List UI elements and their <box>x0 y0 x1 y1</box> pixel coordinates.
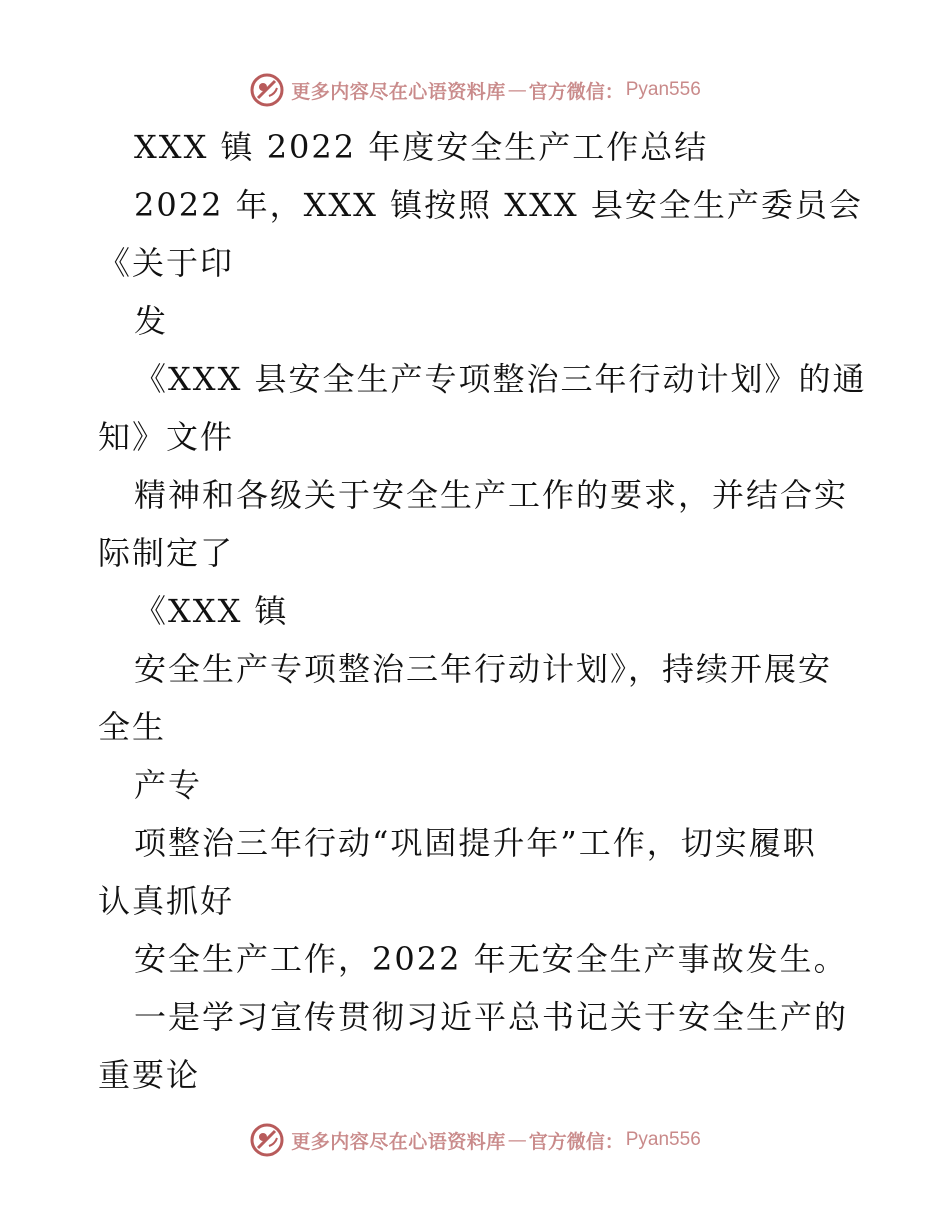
paragraph-line: 认真抓好 <box>98 882 235 920</box>
paragraph-line: 安全生产工作，2022 年无安全生产事故发生。 <box>134 940 848 978</box>
banner-wechat-id: Pyan556 <box>625 1129 701 1150</box>
banner-wechat-label: 官方微信： <box>528 80 624 103</box>
brand-logo-icon <box>249 1122 285 1158</box>
banner-main-text: 更多内容尽在心语资料库 <box>291 1130 506 1153</box>
footer-watermark-banner <box>0 1120 950 1160</box>
paragraph-line: 全生 <box>98 708 167 746</box>
paragraph-line: 《XXX 镇 <box>134 592 289 630</box>
paragraph-line: 重要论 <box>98 1056 201 1094</box>
paragraph-line: 精神和各级关于安全生产工作的要求，并结合实 <box>134 476 849 514</box>
paragraph-line: 2022 年，XXX 镇按照 XXX 县安全生产委员会 <box>134 186 863 224</box>
banner-main-text: 更多内容尽在心语资料库 <box>291 80 506 103</box>
paragraph-line: 《关于印 <box>98 244 235 282</box>
paragraph-line: 际制定了 <box>98 534 235 572</box>
paragraph-line: 发 <box>134 302 169 340</box>
paragraph-line: 安全生产专项整治三年行动计划》，持续开展安 <box>134 650 833 688</box>
paragraph-line: 知》文件 <box>98 418 235 456</box>
banner-dash: — <box>507 79 527 101</box>
document-body <box>98 118 867 1104</box>
paragraph-line: 项整治三年行动“巩固提升年”工作，切实履职 <box>134 824 817 862</box>
header-watermark-banner <box>0 70 950 110</box>
paragraph-line: 一是学习宣传贯彻习近平总书记关于安全生产的 <box>134 998 849 1036</box>
banner-wechat-label: 官方微信： <box>528 1130 624 1153</box>
banner-dash: — <box>507 1129 527 1151</box>
paragraph-line: 《XXX 县安全生产专项整治三年行动计划》的通 <box>134 360 867 398</box>
brand-logo-icon <box>249 72 285 108</box>
document-title: XXX 镇 2022 年度安全生产工作总结 <box>134 128 709 166</box>
banner-wechat-id: Pyan556 <box>625 79 701 100</box>
paragraph-line: 产专 <box>134 766 203 804</box>
